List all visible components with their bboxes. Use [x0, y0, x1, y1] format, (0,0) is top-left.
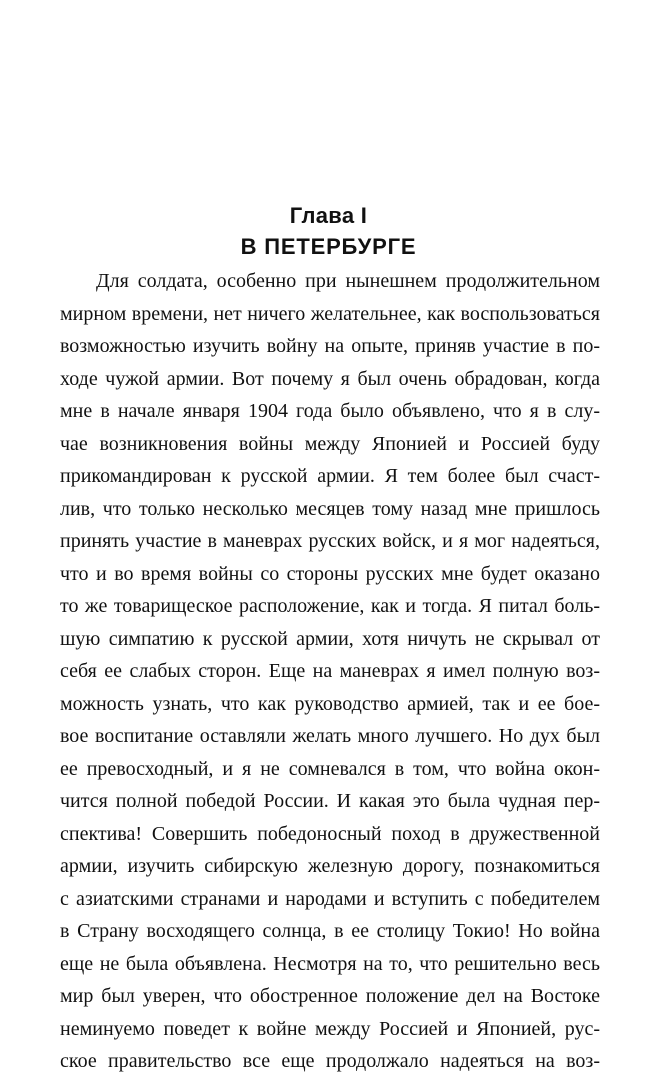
- chapter-paragraph: [60, 265, 600, 1078]
- chapter-title: В ПЕТЕРБУРГЕ: [240, 234, 417, 259]
- text-line: можность узнать, что как руководство армией, так и ее бое-: [60, 692, 600, 715]
- text-line: себя ее слабых сторон. Еще на маневрах я имел полную воз-: [60, 660, 600, 682]
- text-line: в Страну восходящего солнца, в ее столицу Токио! Но война: [60, 920, 600, 942]
- text-line: что и во время войны со стороны русских мне будет оказано: [60, 562, 600, 585]
- text-line: ее превосходный, и я не сомневался в том, что война окон-: [60, 757, 600, 780]
- text-line: лив, что только несколько месяцев тому назад мне пришлось: [60, 497, 600, 520]
- text-line: мирном времени, нет ничего желательнее, как воспользоваться: [60, 302, 600, 325]
- text-line: чае возникновения войны между Японией и Россией буду: [60, 432, 600, 455]
- text-line: ское правительство все еще продолжало надеяться на воз-: [60, 1050, 600, 1072]
- text-line: армии, изучить сибирскую железную дорогу, познакомиться: [60, 855, 600, 877]
- text-line: принять участие в маневрах русских войск, и я мог надеяться,: [60, 530, 600, 552]
- text-line: еще не была объявлена. Несмотря на то, что решительно весь: [60, 952, 600, 975]
- text-line: возможностью изучить войну на опыте, приняв участие в по-: [60, 335, 600, 357]
- text-line: мне в начале января 1904 года было объявлено, что я в слу-: [60, 400, 600, 422]
- text-line: с азиатскими странами и народами и вступить с победителем: [60, 887, 600, 910]
- text-line: вое воспитание оставляли желать много лучшего. Но дух был: [60, 725, 600, 747]
- text-line: чится полной победой России. И какая это была чудная пер-: [60, 790, 600, 812]
- text-line: неминуемо поведет к войне между Россией и Японией, рус-: [60, 1017, 600, 1040]
- text-line: шую симпатию к русской армии, хотя ничуть не скрывал от: [60, 627, 600, 650]
- text-line: прикомандирован к русской армии. Я тем более был счаст-: [60, 465, 600, 487]
- chapter-number: Глава I: [289, 203, 368, 228]
- text-line: то же товарищеское расположение, как и тогда. Я питал боль-: [60, 595, 600, 617]
- text-line: мир был уверен, что обостренное положение дел на Востоке: [60, 985, 600, 1007]
- text-line: Для солдата, особенно при нынешнем продолжительном: [96, 270, 600, 292]
- text-line: спектива! Совершить победоносный поход в дружественной: [60, 822, 600, 845]
- text-line: ходе чужой армии. Вот почему я был очень обрадован, когда: [60, 367, 600, 390]
